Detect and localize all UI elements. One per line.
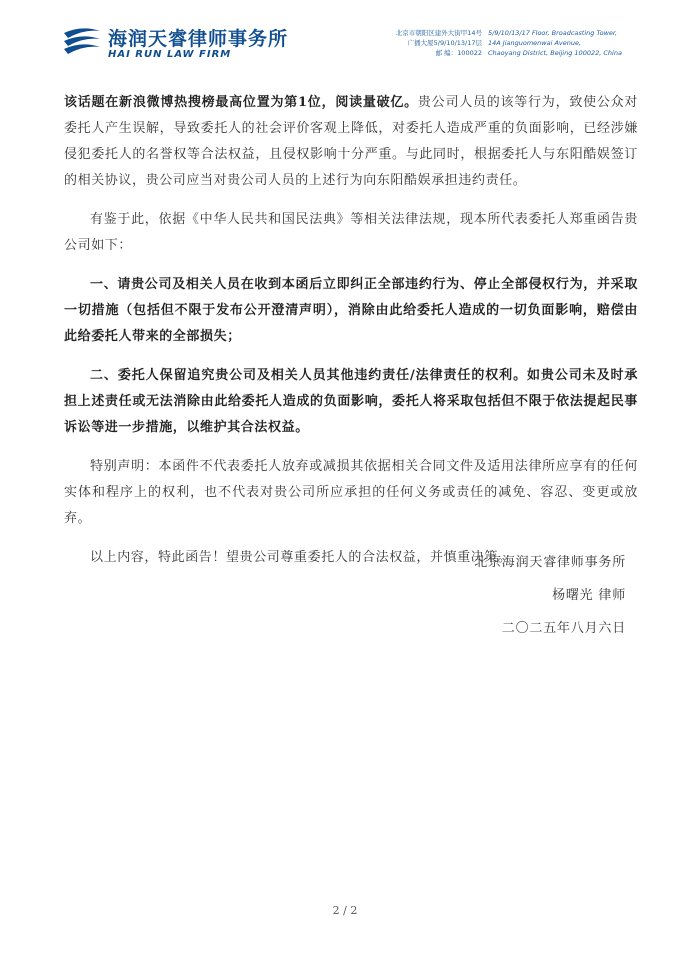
paragraph-2: 有鉴于此，依据《中华人民共和国民法典》等相关法律法规，现本所代表委托人郑重函告贵公司如下： bbox=[64, 212, 638, 253]
address-cn-line: 邮 编：100022 bbox=[435, 49, 482, 57]
firm-name-en: HAI RUN LAW FIRM bbox=[108, 49, 232, 60]
signature-firm: 北京海润天睿律师事务所 bbox=[474, 555, 626, 570]
address-en-line: 14A Jianguomenwai Avenue, bbox=[488, 39, 582, 47]
swoosh-logo-icon bbox=[62, 25, 102, 59]
letterhead bbox=[0, 0, 690, 70]
address-en-line: 5/9/10/13/17 Floor, Broadcasting Tower, bbox=[488, 29, 618, 37]
address-en bbox=[488, 28, 622, 58]
demand-item-2: 二、委托人保留追究贵公司及相关人员其他违约责任/法律责任的权利。如贵公司未及时承担上述责任或无法消除由此给委托人造成的负面影响，委托人将采取包括但不限于依法提起民事诉讼等进一步措施，以维护其合法权益。 bbox=[64, 368, 638, 435]
signature-lawyer: 杨曙光 律师 bbox=[552, 588, 626, 603]
address-cn-line: 北京市朝阳区建外大街甲14号 bbox=[395, 29, 482, 37]
special-statement: 特别声明：本函件不代表委托人放弃或减损其依据相关合同文件及适用法律所应享有的任何实体和程序上的权利，也不代表对贵公司所应承担的任何义务或责任的减免、容忍、变更或放弃。 bbox=[64, 459, 638, 526]
signature-date: 二〇二五年八月六日 bbox=[501, 621, 626, 636]
closing-paragraph: 以上内容，特此函告！望贵公司尊重委托人的合法权益，并慎重决策。 bbox=[90, 550, 512, 565]
letter-body bbox=[64, 90, 638, 584]
address-en-line: Chaoyang District, Beijing 100022, China bbox=[488, 49, 622, 57]
address-cn-line: 广播大厦5/9/10/13/17层 bbox=[407, 39, 482, 47]
firm-name-cn: 海润天睿律师事务所 bbox=[108, 28, 289, 50]
page-number: 2 / 2 bbox=[332, 904, 358, 917]
demand-item-1: 一、请贵公司及相关人员在收到本函后立即纠正全部违约行为、停止全部侵权行为，并采取一切措施（包括但不限于发布公开澄清声明），消除由此给委托人造成的一切负面影响，赔偿由此给委托人带来的全部损失； bbox=[64, 277, 638, 344]
paragraph-1-bold: 该话题在新浪微博热搜榜最高位置为第1位，阅读量破亿。 bbox=[64, 95, 418, 110]
paragraph-1 bbox=[64, 90, 638, 194]
paragraph-1-rest: 贵公司人员的该等行为，致使公众对委托人产生误解，导致委托人的社会评价客观上降低，对委托人造成严重的负面影响，已经涉嫌侵犯委托人的名誉权等合法权益，且侵权影响十分严重。与此同时，根据委托人与东阳酷娱签订的相关协议，贵公司应当对贵公司人员的上述行为向东阳酷娱承担违约责任。 bbox=[64, 95, 638, 188]
address-cn bbox=[396, 28, 482, 58]
